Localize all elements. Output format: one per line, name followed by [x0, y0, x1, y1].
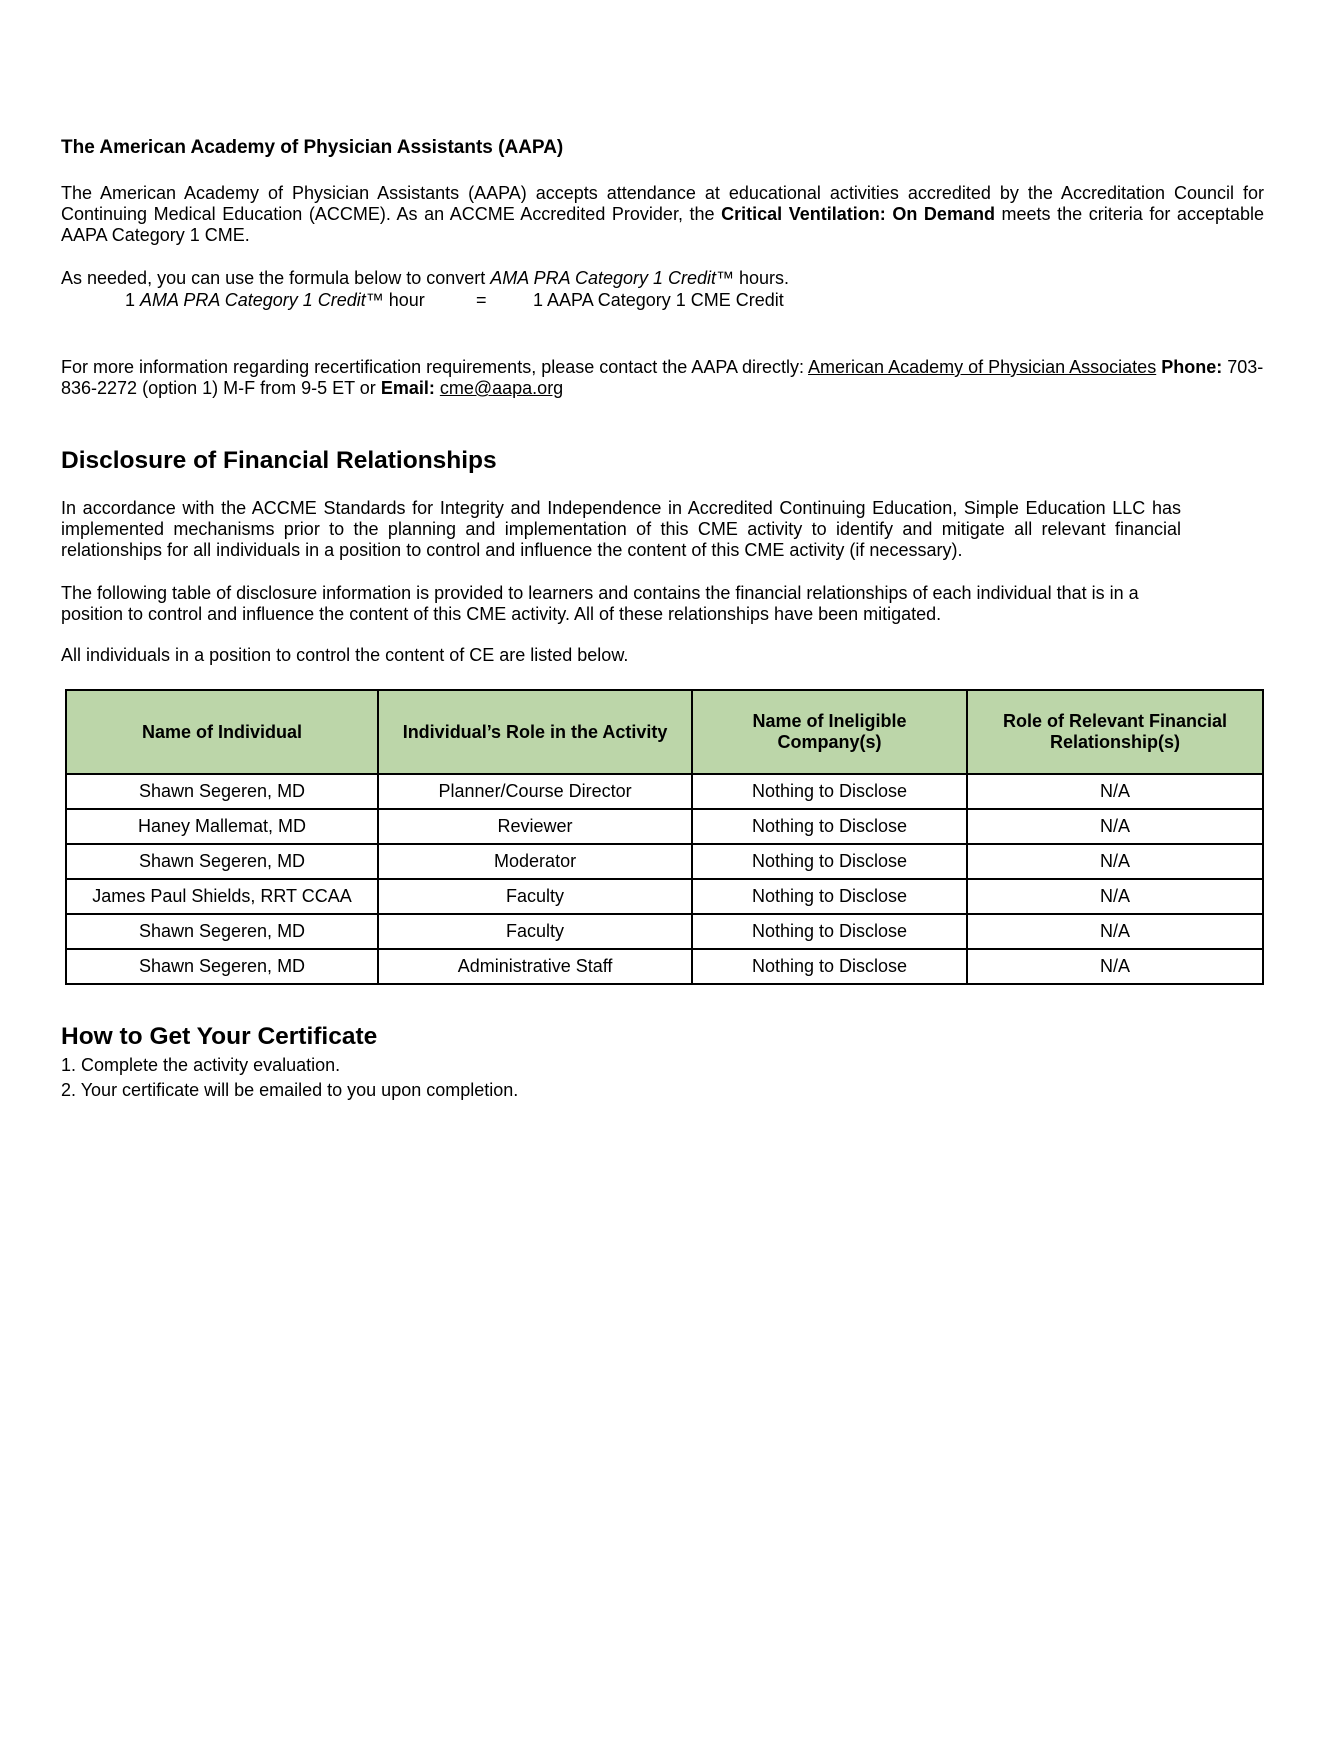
certificate-steps [61, 1055, 1264, 1105]
cell-company: Nothing to Disclose [692, 774, 967, 809]
cell-relationship: N/A [967, 844, 1263, 879]
cell-company: Nothing to Disclose [692, 949, 967, 984]
header-role-in-activity: Individual’s Role in the Activity [378, 690, 692, 774]
disclosure-paragraph-3: All individuals in a position to control the content of CE are listed below. [61, 645, 629, 665]
formula-left: 1 AMA PRA Category 1 Credit™ hour [125, 290, 425, 310]
cell-role: Administrative Staff [378, 949, 692, 984]
aapa-paragraph-2: As needed, you can use the formula below to convert AMA PRA Category 1 Credit™ hours. [61, 268, 790, 288]
disclosure-paragraph-2: The following table of disclosure information is provided to learners and contains the financial relationships of each individual that is in a position to control and influence the content of this CME activity. All of these relationships have been mitigated. [61, 583, 1139, 624]
cell-company: Nothing to Disclose [692, 914, 967, 949]
disclosure-table [65, 689, 1264, 985]
cell-role: Faculty [378, 879, 692, 914]
table-row [66, 774, 1263, 809]
cell-role: Moderator [378, 844, 692, 879]
header-name-of-individual: Name of Individual [66, 690, 378, 774]
header-ineligible-company: Name of Ineligible Company(s) [692, 690, 967, 774]
disclosure-paragraph-1: In accordance with the ACCME Standards for Integrity and Independence in Accredited Continuing Education, Simple Education LLC has implemented mechanisms prior to the planning and implementation of this CME activity to identify and mitigate all relevant financial relationships for all individuals in a position to control and influence the content of this CME activity (if necessary). [61, 498, 1181, 560]
aapa-email-link[interactable]: cme@aapa.org [439, 378, 564, 398]
aapa-website-link[interactable]: American Academy of Physician Associates [808, 357, 1157, 377]
disclosure-heading: Disclosure of Financial Relationships [61, 447, 497, 474]
cell-relationship: N/A [967, 879, 1263, 914]
table-row [66, 809, 1263, 844]
cell-name: James Paul Shields, RRT CCAA [66, 879, 378, 914]
table-row [66, 949, 1263, 984]
table-row [66, 914, 1263, 949]
cell-name: Shawn Segeren, MD [66, 774, 378, 809]
cell-role: Reviewer [378, 809, 692, 844]
cell-name: Shawn Segeren, MD [66, 914, 378, 949]
aapa-contact-paragraph: For more information regarding recertification requirements, please contact the AAPA directly: American Academy of Physician Associates Phone: 703-836-2272 (option 1) M-F from 9-5 ET or Email: cme@aapa.org [61, 357, 1264, 398]
aapa-heading: The American Academy of Physician Assistants (AAPA) [61, 137, 564, 158]
formula-right: 1 AAPA Category 1 CME Credit [533, 290, 784, 310]
cell-name: Shawn Segeren, MD [66, 844, 378, 879]
header-financial-relationship: Role of Relevant Financial Relationship(s) [967, 690, 1263, 774]
cell-relationship: N/A [967, 774, 1263, 809]
list-item: 1. Complete the activity evaluation. [61, 1055, 341, 1075]
activity-title: Critical Ventilation: On Demand [721, 204, 995, 224]
cell-company: Nothing to Disclose [692, 844, 967, 879]
aapa-paragraph-1: The American Academy of Physician Assistants (AAPA) accepts attendance at educational activities accredited by the Accreditation Council for Continuing Medical Education (ACCME). As an ACCME Accredited Provider, the Critical Ventilation: On Demand meets the criteria for acceptable AAPA Category 1 CME. [61, 183, 1264, 245]
cell-company: Nothing to Disclose [692, 809, 967, 844]
cell-role: Planner/Course Director [378, 774, 692, 809]
cell-name: Haney Mallemat, MD [66, 809, 378, 844]
formula-equals: = [476, 290, 487, 310]
list-item: 2. Your certificate will be emailed to you upon completion. [61, 1080, 519, 1100]
cell-name: Shawn Segeren, MD [66, 949, 378, 984]
cell-relationship: N/A [967, 809, 1263, 844]
cell-relationship: N/A [967, 914, 1263, 949]
cell-relationship: N/A [967, 949, 1263, 984]
table-row [66, 879, 1263, 914]
cell-company: Nothing to Disclose [692, 879, 967, 914]
cell-role: Faculty [378, 914, 692, 949]
certificate-heading: How to Get Your Certificate [61, 1023, 378, 1050]
table-row [66, 844, 1263, 879]
table-header-row [66, 690, 1263, 774]
